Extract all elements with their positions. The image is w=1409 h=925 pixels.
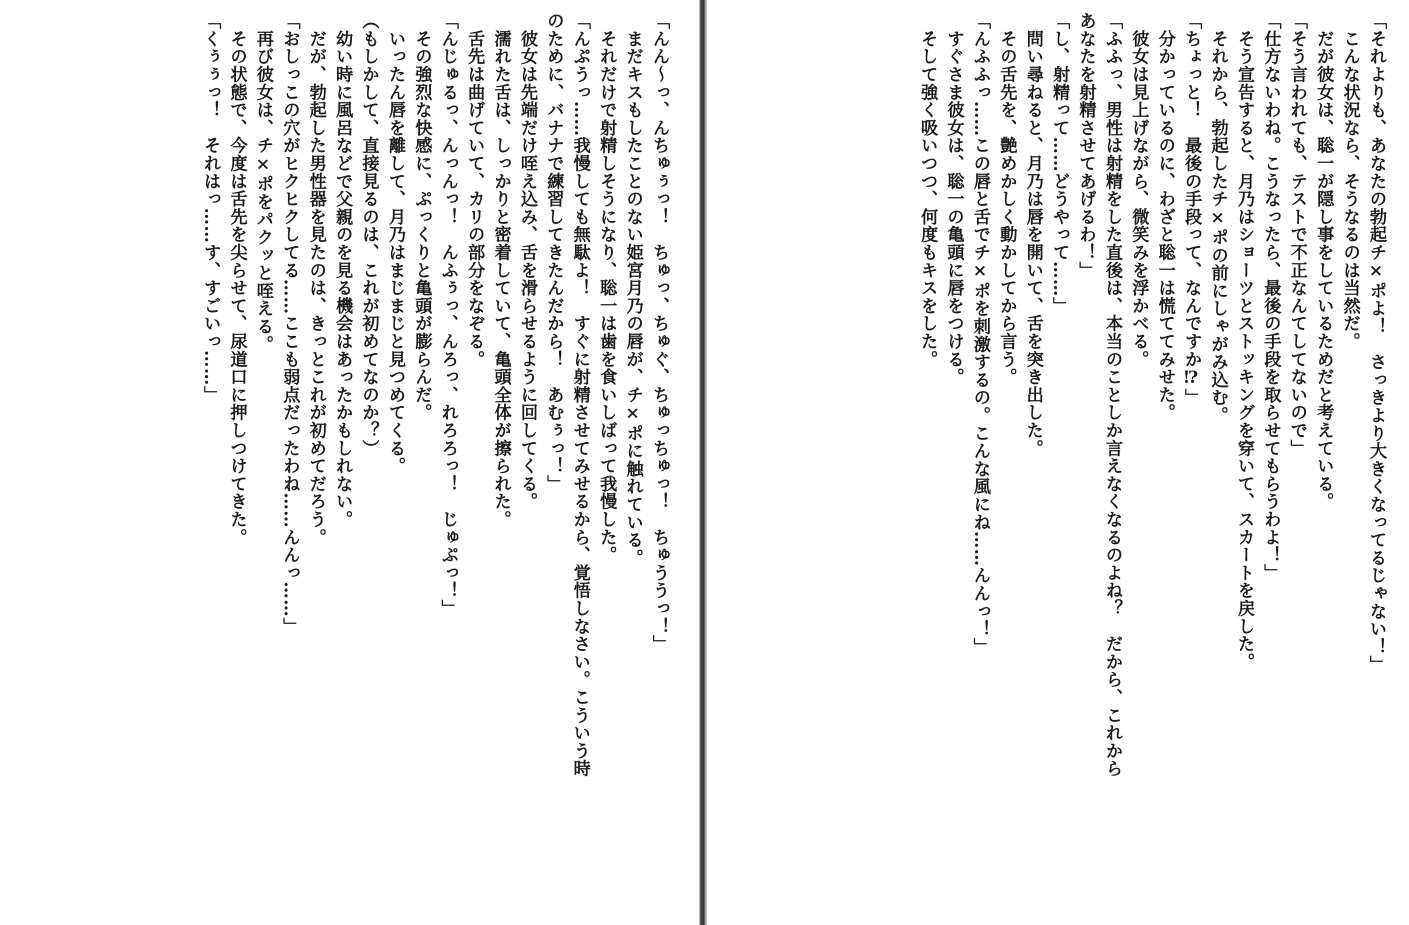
text-line: 「仕方ないわね。こうなったら、最後の手段を取らせてもらうわよ！」 <box>1260 12 1281 582</box>
text-line: 幼い時に風呂などで父親のを見る機会はあったかもしれない。 <box>332 12 353 529</box>
text-line: その舌先を、艶めかしく動かしてから言う。 <box>996 12 1017 386</box>
right-page-text <box>729 12 1389 917</box>
text-line: 「んふふっ……この唇と舌でチ×ポを刺激するの。こんな風にね……んんっ！」 <box>969 12 990 656</box>
text-line: 「ちょっと！ 最後の手段って、なんですか⁉」 <box>1181 12 1202 407</box>
text-line: 「そう言われても、テストで不正なんてしてないので」 <box>1286 12 1307 457</box>
left-page-text <box>12 12 672 917</box>
text-line: その強烈な快感に、ぷっくりと亀頭が膨らんだ。 <box>411 12 432 422</box>
text-line: のために、バナナで練習してきたんだから！ あむぅっ！」 <box>543 12 564 493</box>
text-line: すぐさま彼女は、聡一の亀頭に唇をつける。 <box>943 12 964 386</box>
page-gutter-divider <box>699 0 707 925</box>
text-line: 「くぅぅっ！ それはっ……す、すごいっ……」 <box>200 12 221 404</box>
text-line: そして強く吸いつつ、何度もキスをした。 <box>917 12 938 368</box>
text-line: 「それよりも、あなたの勃起チ×ポよ！ さっきより大きくなってるじゃない！」 <box>1366 12 1386 674</box>
text-line: 分かっているのに、わざと聡一は慌ててみせた。 <box>1154 12 1175 422</box>
text-line: それだけで射精しそうになり、聡一は歯を食いしばって我慢した。 <box>596 12 617 564</box>
text-line: いったん唇を離して、月乃はまじまじと見つめてくる。 <box>384 12 405 475</box>
text-line: だが彼女は、聡一が隠し事をしているためだと考えている。 <box>1313 12 1334 511</box>
text-line: 「んん〜っ、んちゅぅっ！ ちゅっ、ちゅぐ、ちゅっちゅっ！ ちゅううっ！」 <box>649 12 669 653</box>
text-line: そう宣告すると、月乃はショーツとストッキングを穿いて、スカートを戻した。 <box>1233 12 1254 671</box>
text-line: 「ふふっ、男性は射精をした直後は、本当のことしか言えなくなるのよね？ だから、これから <box>1101 12 1122 778</box>
text-line: その状態で、今度は舌先を尖らせて、尿道口に押しつけてきた。 <box>226 12 247 546</box>
left-page <box>0 0 699 925</box>
text-line: こんな状況なら、そうなるのは当然だ。 <box>1339 12 1360 351</box>
text-line: 彼女は見上げながら、微笑みを浮かべる。 <box>1128 12 1149 368</box>
text-line: 「おしっこの穴がヒクヒクしてる……ここも弱点だったわね……んんっ……」 <box>279 12 300 635</box>
text-line: それから、勃起したチ×ポの前にしゃがみ込む。 <box>1207 12 1228 425</box>
text-line: 再び彼女は、チ×ポをパクッと咥える。 <box>252 12 273 353</box>
text-line: 問い尋ねると、月乃は唇を開いて、舌を突き出した。 <box>1022 12 1043 457</box>
text-line: 「んじゅるっ、んっんっ！ んふぅっ、んろっ、れろろっ！ じゅぷっ！」 <box>437 12 458 618</box>
text-line: まだキスもしたことのない姫宮月乃の唇が、チ×ポに触れている。 <box>622 12 643 567</box>
text-line: あなたを射精させてあげるわ！」 <box>1075 12 1096 279</box>
text-line: 「し、射精って……どうやって……」 <box>1049 12 1070 315</box>
text-line: 彼女は先端だけ咥え込み、舌を滑らせるように回してくる。 <box>516 12 537 511</box>
text-line: 「んぷうっ……我慢しても無駄よ！ すぐに射精させてみせるから、覚悟しなさい。こういう時 <box>569 12 590 778</box>
text-line: だが、勃起した男性器を見たのは、きっとこれが初めてだろう。 <box>305 12 326 546</box>
text-line: 舌先は曲げていて、カリの部分をなぞる。 <box>464 12 485 368</box>
right-page <box>707 0 1409 925</box>
text-line: 濡れた舌は、しっかりと密着していて、亀頭全体が擦られた。 <box>490 12 511 529</box>
text-line: （もしかして、直接見るのは、これが初めてなのか？） <box>358 12 379 457</box>
